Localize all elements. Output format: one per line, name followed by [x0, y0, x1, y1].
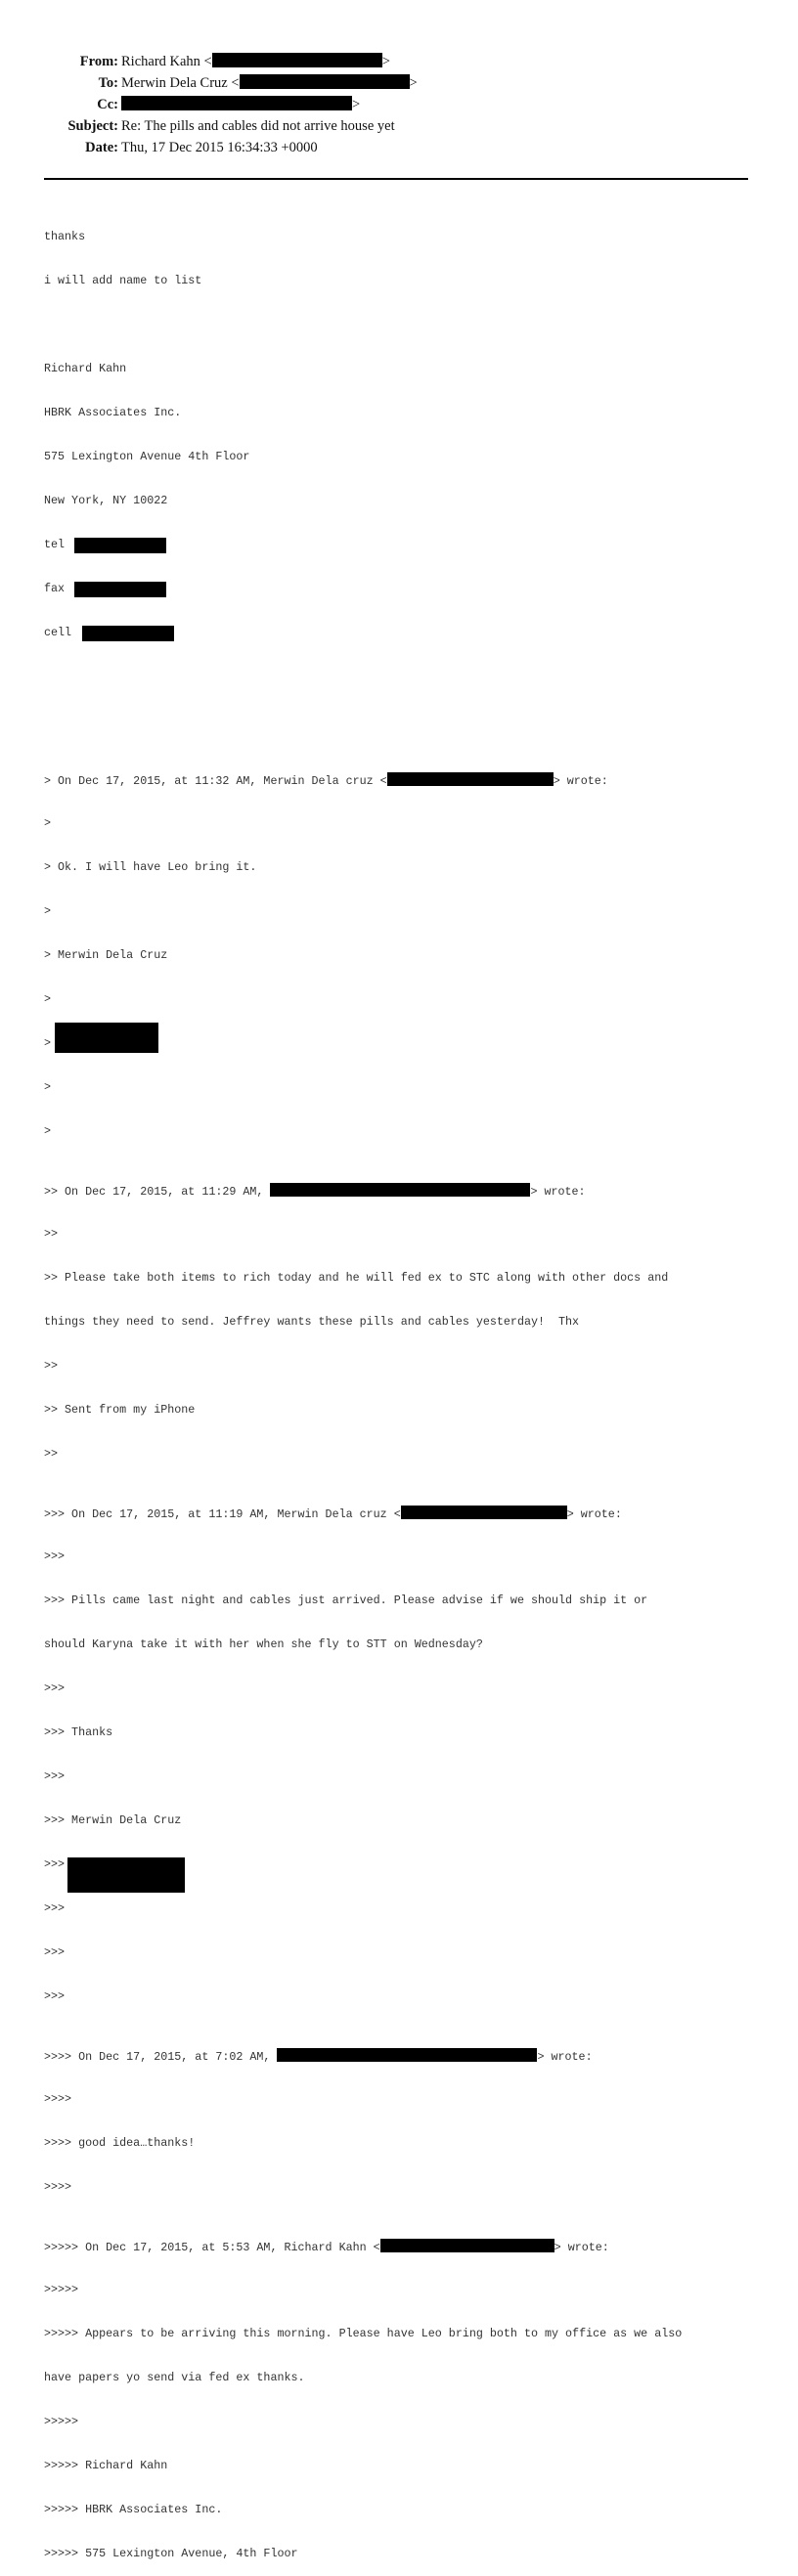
- subject-value: Re: The pills and cables did not arrive house yet: [121, 118, 395, 134]
- redacted-from-email: [212, 53, 382, 67]
- quote-line: >>>: [44, 1681, 66, 1695]
- quote-line: >>>>: [44, 2092, 72, 2106]
- quote-line: >>>: [44, 1857, 768, 1872]
- subject-label: Subject:: [67, 118, 118, 134]
- redacted-cell: [82, 626, 174, 641]
- redacted-to-email: [240, 74, 410, 89]
- email-body: [44, 200, 768, 2576]
- redacted-tel: [74, 538, 166, 553]
- redacted-fax: [74, 582, 166, 597]
- quote-line: >>>>> HBRK Associates Inc.: [44, 2503, 223, 2516]
- header-divider: [44, 178, 748, 180]
- quote-line: >>>: [44, 1901, 66, 1915]
- quote-line: >>>>>: [44, 2283, 79, 2296]
- quote-line: >: [44, 816, 52, 830]
- quote-line: >>: [44, 1227, 59, 1241]
- quote-line: >>> Thanks: [44, 1725, 113, 1739]
- cc-label: Cc:: [97, 97, 118, 112]
- quote-line: >>>: [44, 1989, 66, 2003]
- quote-attribution: >>>> On Dec 17, 2015, at 7:02 AM, > wrote:: [44, 2050, 593, 2064]
- from-label: From:: [79, 54, 118, 69]
- to-close: >: [409, 75, 418, 91]
- sig-tel-label: tel: [44, 538, 66, 551]
- signature-line: HBRK Associates Inc.: [44, 406, 182, 419]
- from-value: Richard Kahn <: [121, 54, 212, 69]
- quote-line: >: [44, 1080, 52, 1094]
- to-label: To:: [98, 75, 118, 91]
- quote-line: >>> Pills came last night and cables just arrived. Please advise if we should ship it or: [44, 1594, 648, 1607]
- signature-line: Richard Kahn: [44, 362, 127, 375]
- reply-line: i will add name to list: [44, 274, 202, 287]
- quote-line: >: [44, 1124, 52, 1138]
- sig-fax-label: fax: [44, 582, 66, 595]
- quote-line: have papers yo send via fed ex thanks.: [44, 2371, 305, 2384]
- date-label: Date:: [85, 140, 118, 155]
- sig-cell-label: cell: [44, 626, 72, 639]
- quote-attribution: > On Dec 17, 2015, at 11:32 AM, Merwin Dela cruz < > wrote:: [44, 774, 608, 788]
- quote-line: > Ok. I will have Leo bring it.: [44, 860, 257, 874]
- redacted-sender: [277, 2048, 537, 2062]
- signature-line: New York, NY 10022: [44, 494, 168, 507]
- quote-line: >>>>> Appears to be arriving this morning. Please have Leo bring both to my office as we also: [44, 2327, 683, 2340]
- cc-close: >: [352, 97, 361, 112]
- quote-line: >>>>>: [44, 2415, 79, 2428]
- quote-line: >>>>> Richard Kahn: [44, 2459, 168, 2472]
- quote-line: >>>> good idea…thanks!: [44, 2136, 196, 2150]
- quote-line: >>> Merwin Dela Cruz: [44, 1813, 182, 1827]
- quote-line: should Karyna take it with her when she fly to STT on Wednesday?: [44, 1637, 483, 1651]
- quote-line: things they need to send. Jeffrey wants these pills and cables yesterday! Thx: [44, 1315, 580, 1329]
- redacted-signature-contact: [55, 1023, 158, 1053]
- redacted-email: [387, 772, 554, 786]
- reply-line: thanks: [44, 230, 86, 243]
- redacted-email: [401, 1506, 567, 1519]
- quote-line: >>>>> 575 Lexington Avenue, 4th Floor: [44, 2547, 298, 2560]
- redacted-sender: [270, 1183, 530, 1197]
- quote-line: >>>: [44, 1945, 66, 1959]
- quote-line: >>: [44, 1447, 59, 1461]
- quote-line: >>>: [44, 1550, 66, 1563]
- redacted-email: [380, 2239, 554, 2252]
- redacted-signature-contact: [67, 1857, 185, 1893]
- quote-attribution: >> On Dec 17, 2015, at 11:29 AM, > wrote:: [44, 1185, 586, 1199]
- quote-line: >> Please take both items to rich today and he will fed ex to STC along with other docs and: [44, 1271, 669, 1285]
- quote-line: >> Sent from my iPhone: [44, 1403, 196, 1417]
- to-value: Merwin Dela Cruz <: [121, 75, 240, 91]
- signature-line: 575 Lexington Avenue 4th Floor: [44, 450, 250, 463]
- quote-line: >: [44, 992, 52, 1006]
- quote-line: >>>: [44, 1769, 66, 1783]
- redacted-cc: [121, 96, 352, 110]
- date-value: Thu, 17 Dec 2015 16:34:33 +0000: [121, 140, 318, 155]
- quote-line: >>: [44, 1359, 59, 1373]
- quote-line: >: [44, 904, 52, 918]
- from-close: >: [381, 54, 390, 69]
- quote-line: >>>>: [44, 2180, 72, 2194]
- quote-attribution: >>> On Dec 17, 2015, at 11:19 AM, Merwin Dela cruz < > wrote:: [44, 1507, 622, 1521]
- quote-line: >: [44, 1036, 768, 1051]
- quote-line: > Merwin Dela Cruz: [44, 948, 168, 962]
- quote-attribution: >>>>> On Dec 17, 2015, at 5:53 AM, Richard Kahn < > wrote:: [44, 2241, 609, 2254]
